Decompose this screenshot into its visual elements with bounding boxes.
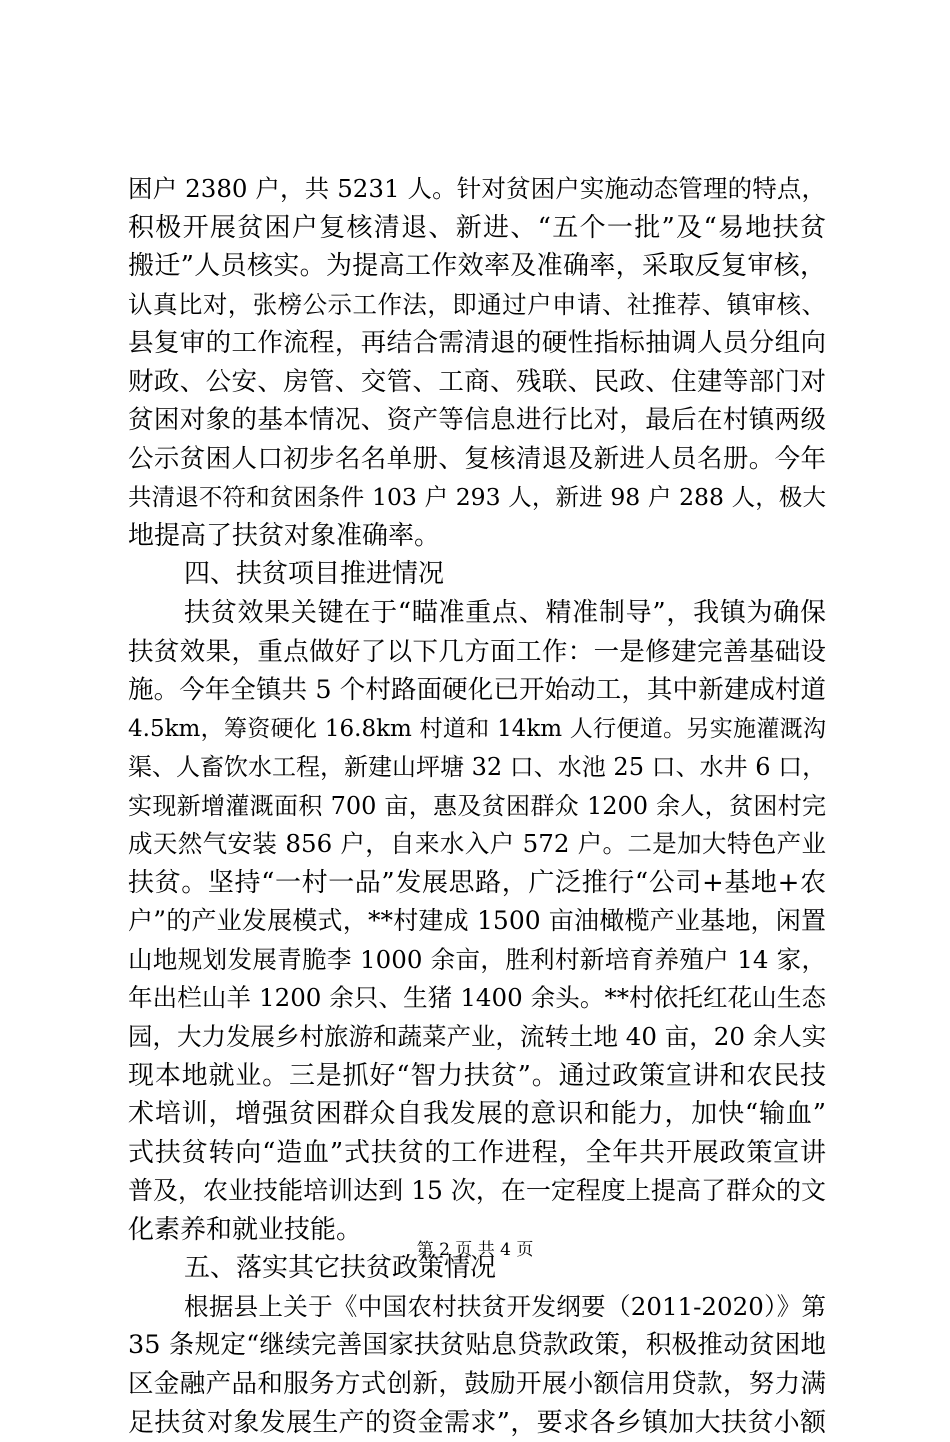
text-line: 现本地就业。三是抓好“智力扶贫”。通过政策宣讲和农民技 (128, 1057, 826, 1096)
text-line: 认真比对，张榜公示工作法，即通过户申请、社推荐、镇审核、 (128, 286, 826, 325)
text-line: 化素养和就业技能。 (128, 1211, 826, 1250)
text-line: 施。今年全镇共 5 个村路面硬化已开始动工，其中新建成村道 (128, 671, 826, 710)
text-line: 足扶贫对象发展生产的资金需求”，要求各乡镇加大扶贫小额 (128, 1404, 826, 1442)
text-line: 年出栏山羊 1200 余只、生猪 1400 余头。**村依托红花山生态 (128, 979, 826, 1018)
text-line: 园，大力发展乡村旅游和蔬菜产业，流转土地 40 亩，20 余人实 (128, 1018, 826, 1057)
text-line: 扶贫。坚持“一村一品”发展思路，广泛推行“公司+基地+农 (128, 864, 826, 903)
text-line: 式扶贫转向“造血”式扶贫的工作进程，全年共开展政策宣讲 (128, 1134, 826, 1173)
text-line: 公示贫困人口初步名名单册、复核清退及新进人员名册。今年 (128, 440, 826, 479)
text-line: 困户 2380 户，共 5231 人。针对贫困户实施动态管理的特点， (128, 170, 826, 209)
text-line: 扶贫效果关键在于“瞄准重点、精准制导”，我镇为确保 (128, 594, 826, 633)
text-line: 渠、人畜饮水工程，新建山坪塘 32 口、水池 25 口、水井 6 口， (128, 748, 826, 787)
text-line: 山地规划发展青脆李 1000 余亩，胜利村新培育养殖户 14 家， (128, 941, 826, 980)
text-line: 区金融产品和服务方式创新，鼓励开展小额信用贷款，努力满 (128, 1365, 826, 1404)
text-line: 术培训，增强贫困群众自我发展的意识和能力，加快“输血” (128, 1095, 826, 1134)
text-line: 扶贫效果，重点做好了以下几方面工作：一是修建完善基础设 (128, 633, 826, 672)
page-number-footer: 第 2 页 共 4 页 (0, 1238, 950, 1262)
text-line: 4.5km，筹资硬化 16.8km 村道和 14km 人行便道。另实施灌溉沟 (128, 710, 826, 749)
section-heading: 四、扶贫项目推进情况 (128, 555, 826, 594)
text-line: 搬迁”人员核实。为提高工作效率及准确率，采取反复审核， (128, 247, 826, 286)
text-line: 成天然气安装 856 户，自来水入户 572 户。二是加大特色产业 (128, 825, 826, 864)
text-line: 普及，农业技能培训达到 15 次，在一定程度上提高了群众的文 (128, 1172, 826, 1211)
text-line: 县复审的工作流程，再结合需清退的硬性指标抽调人员分组向 (128, 324, 826, 363)
text-line: 地提高了扶贫对象准确率。 (128, 517, 826, 556)
text-line: 实现新增灌溉面积 700 亩，惠及贫困群众 1200 余人，贫困村完 (128, 787, 826, 826)
text-line: 户”的产业发展模式，**村建成 1500 亩油橄榄产业基地，闲置 (128, 902, 826, 941)
text-line: 贫困对象的基本情况、资产等信息进行比对，最后在村镇两级 (128, 401, 826, 440)
text-line: 35 条规定“继续完善国家扶贫贴息贷款政策，积极推动贫困地 (128, 1326, 826, 1365)
text-line: 共清退不符和贫困条件 103 户 293 人，新进 98 户 288 人，极大 (128, 478, 826, 517)
section-heading: 五、落实其它扶贫政策情况 (128, 1249, 826, 1288)
text-line: 根据县上关于《中国农村扶贫开发纲要（2011-2020）》第 (128, 1288, 826, 1327)
text-line: 财政、公安、房管、交管、工商、残联、民政、住建等部门对 (128, 363, 826, 402)
text-line: 积极开展贫困户复核清退、新进、“五个一批”及“易地扶贫 (128, 209, 826, 248)
